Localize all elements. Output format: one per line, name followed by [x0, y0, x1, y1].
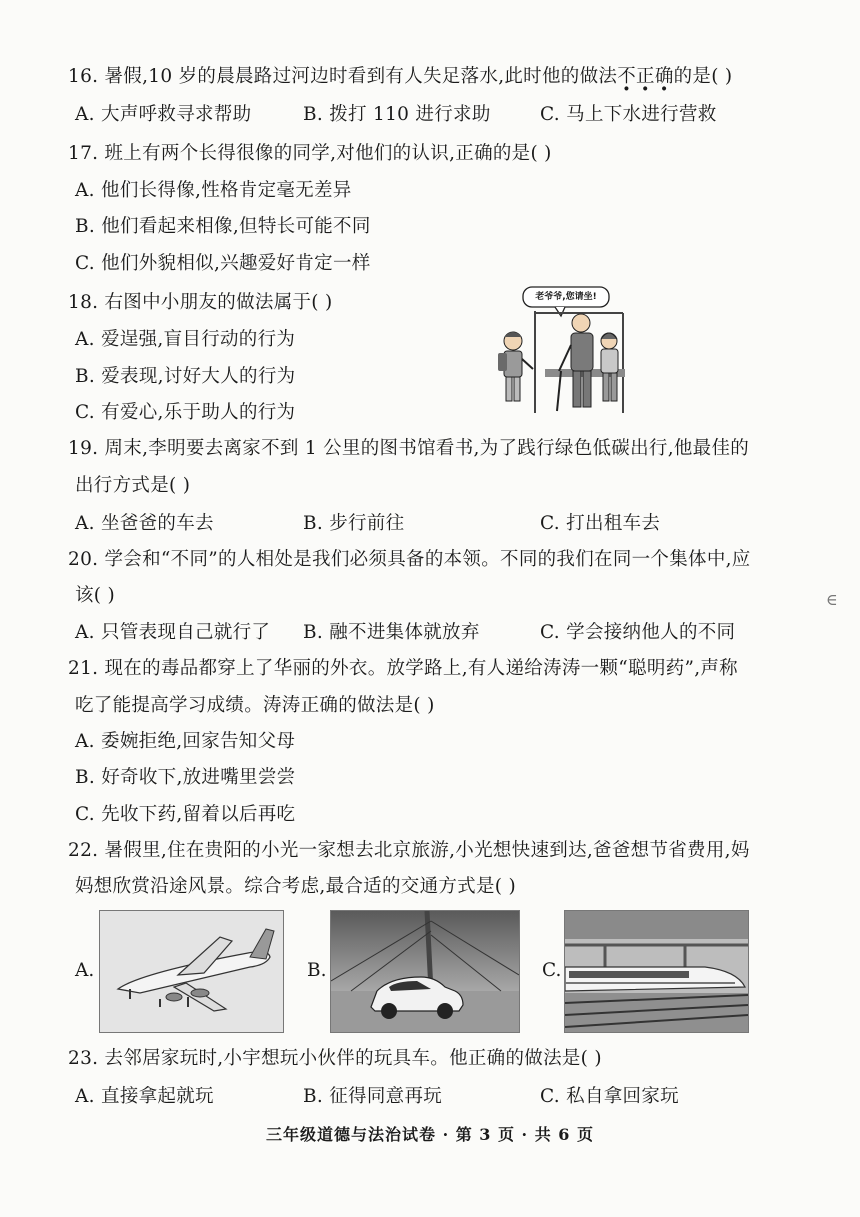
emphasis-char-3: 确 — [654, 66, 674, 87]
question-16-option-a[interactable]: A. 大声呼救寻求帮助 — [75, 104, 252, 125]
question-21-option-b[interactable]: B. 好奇收下,放进嘴里尝尝 — [75, 767, 296, 788]
question-21-option-c[interactable]: C. 先收下药,留着以后再吃 — [75, 804, 296, 825]
seat-offering-cartoon — [495, 283, 635, 413]
question-23-option-b[interactable]: B. 征得同意再玩 — [303, 1086, 443, 1107]
question-16-option-c[interactable]: C. 马上下水进行营救 — [540, 104, 717, 125]
emphasis-char-2: 正 — [636, 66, 655, 87]
margin-mark: ∈ — [826, 590, 838, 609]
question-16-stem — [68, 62, 732, 88]
high-speed-train-photo[interactable] — [564, 910, 749, 1033]
emphasis-char-1: 不 — [617, 66, 636, 87]
question-22-stem-line2: 妈想欣赏沿途风景。综合考虑,最合适的交通方式是( ) — [75, 876, 516, 897]
car-photo[interactable] — [330, 910, 520, 1033]
question-19-stem-line2: 出行方式是( ) — [75, 475, 191, 496]
question-20-stem-line1: 20. 学会和“不同”的人相处是我们必须具备的本领。不同的我们在同一个集体中,应 — [68, 549, 751, 570]
question-23-option-c[interactable]: C. 私自拿回家玩 — [540, 1086, 679, 1107]
question-16-stem-after: 的是( ) — [673, 66, 733, 87]
question-19-option-c[interactable]: C. 打出租车去 — [540, 513, 661, 534]
question-19-option-a[interactable]: A. 坐爸爸的车去 — [75, 513, 214, 534]
question-22-option-b-label[interactable]: B. — [307, 960, 327, 981]
airplane-photo[interactable] — [99, 910, 284, 1033]
question-18-option-b[interactable]: B. 爱表现,讨好大人的行为 — [75, 366, 296, 387]
question-22-option-a-label[interactable]: A. — [75, 960, 95, 981]
question-22-option-c-label[interactable]: C. — [542, 960, 562, 981]
question-19-option-b[interactable]: B. 步行前往 — [303, 513, 405, 534]
question-20-option-a[interactable]: A. 只管表现自己就行了 — [75, 622, 271, 643]
question-23-option-a[interactable]: A. 直接拿起就玩 — [75, 1086, 214, 1107]
question-20-stem-line2: 该( ) — [75, 585, 116, 606]
question-16-option-b[interactable]: B. 拨打 110 进行求助 — [303, 104, 491, 125]
page-footer: 三年级道德与法治试卷 · 第 3 页 · 共 6 页 — [266, 1125, 594, 1144]
question-18-option-c[interactable]: C. 有爱心,乐于助人的行为 — [75, 402, 296, 423]
question-17-option-a[interactable]: A. 他们长得像,性格肯定毫无差异 — [75, 180, 352, 201]
question-23-stem: 23. 去邻居家玩时,小宇想玩小伙伴的玩具车。他正确的做法是( ) — [68, 1048, 602, 1069]
question-18-option-a[interactable]: A. 爱逞强,盲目行动的行为 — [75, 329, 296, 350]
question-16-stem-before: 16. 暑假,10 岁的晨晨路过河边时看到有人失足落水,此时他的做法 — [68, 66, 618, 87]
question-17-option-b[interactable]: B. 他们看起来相像,但特长可能不同 — [75, 216, 371, 237]
question-18-stem: 18. 右图中小朋友的做法属于( ) — [68, 292, 333, 313]
question-22-stem-line1: 22. 暑假里,住在贵阳的小光一家想去北京旅游,小光想快速到达,爸爸想节省费用,妈 — [68, 840, 750, 861]
question-17-stem: 17. 班上有两个长得很像的同学,对他们的认识,正确的是( ) — [68, 143, 552, 164]
speech-bubble-text: 老爷爷,您请坐! — [535, 292, 597, 302]
question-20-option-c[interactable]: C. 学会接纳他人的不同 — [540, 622, 736, 643]
question-20-option-b[interactable]: B. 融不进集体就放弃 — [303, 622, 480, 643]
question-21-stem-line1: 21. 现在的毒品都穿上了华丽的外衣。放学路上,有人递给涛涛一颗“聪明药”,声称 — [68, 658, 738, 679]
question-21-option-a[interactable]: A. 委婉拒绝,回家告知父母 — [75, 731, 296, 752]
question-17-option-c[interactable]: C. 他们外貌相似,兴趣爱好肯定一样 — [75, 253, 371, 274]
question-21-stem-line2: 吃了能提高学习成绩。涛涛正确的做法是( ) — [75, 695, 435, 716]
question-19-stem-line1: 19. 周末,李明要去离家不到 1 公里的图书馆看书,为了践行绿色低碳出行,他最佳的 — [68, 438, 750, 459]
